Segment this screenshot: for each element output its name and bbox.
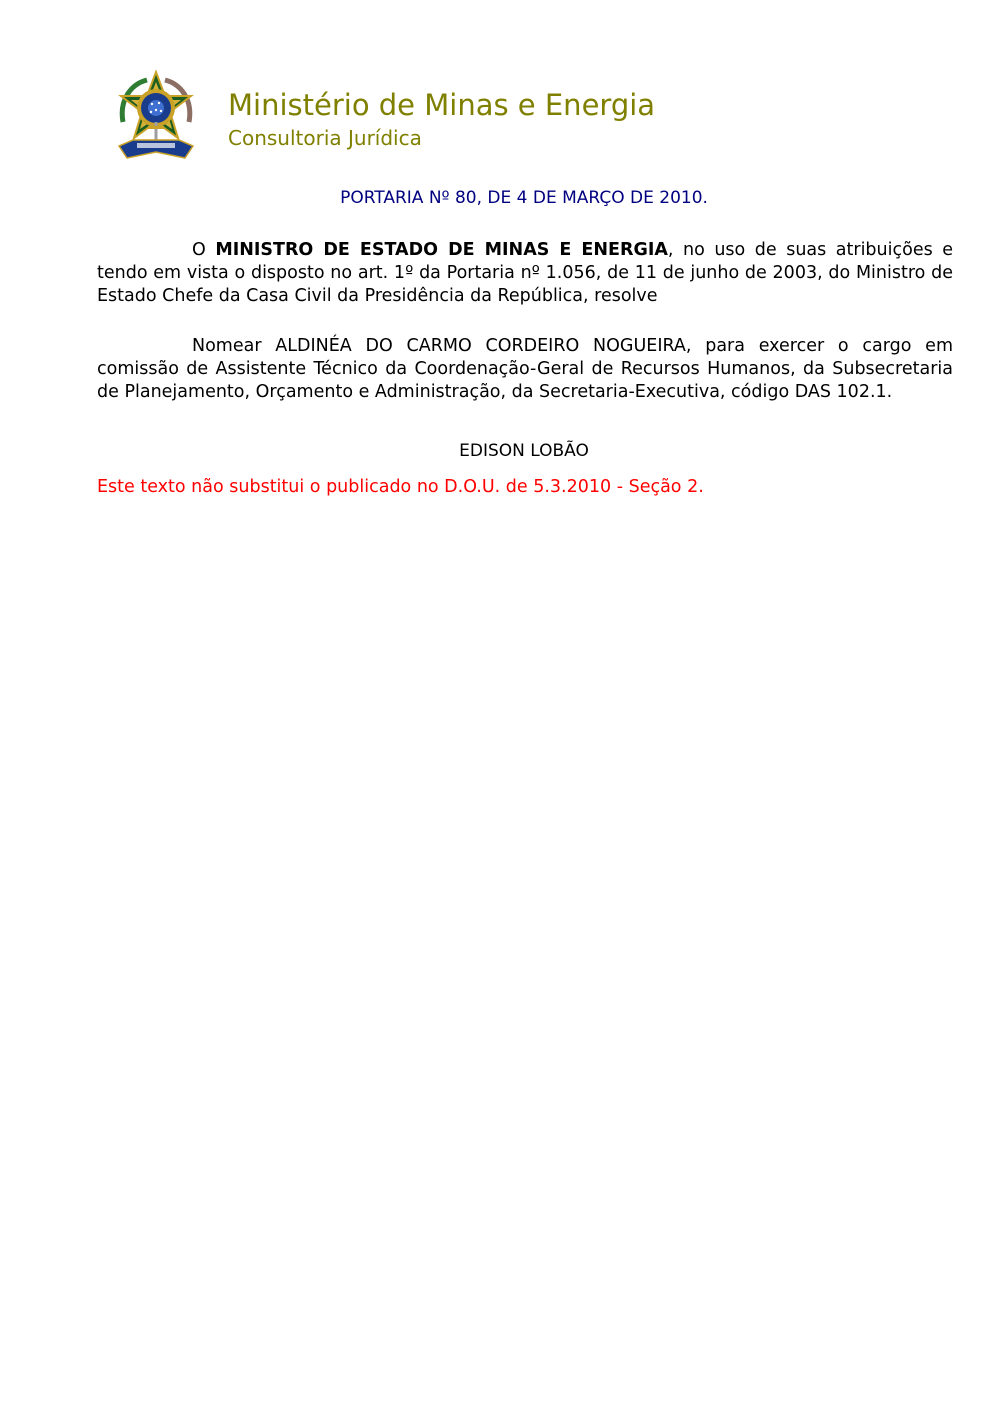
ministry-name: Ministério de Minas e Energia (228, 88, 656, 122)
document-title: PORTARIA Nº 80, DE 4 DE MARÇO DE 2010. (340, 188, 708, 208)
publication-disclaimer: Este texto não substitui o publicado no D.O.U. de 5.3.2010 - Seção 2. (97, 477, 704, 497)
minister-title: MINISTRO DE ESTADO DE MINAS E ENERGIA (215, 240, 668, 260)
paragraph-appointment: Nomear ALDINÉA DO CARMO CORDEIRO NOGUEIRA, para exercer o cargo em comissão de Assistente Técnico da Coordenação-Geral de Recursos Humanos, da Subsecretaria de Planejamento, Orçamento e Administração, da Secretaria-Executiva, código DAS 102.1. (97, 336, 953, 402)
signatory-name: EDISON LOBÃO (459, 441, 589, 461)
preamble-lead: O (192, 240, 216, 260)
paragraph-preamble (97, 239, 953, 308)
department-name: Consultoria Jurídica (228, 126, 422, 150)
preamble-rest: , no uso de suas atribuições e tendo em vista o disposto no art. 1º da Portaria nº 1.056, de 11 de junho de 2003, do Ministro de Estado Chefe da Casa Civil da Presidência da República, resolve (97, 240, 954, 306)
brazil-coat-of-arms-icon (113, 70, 199, 166)
